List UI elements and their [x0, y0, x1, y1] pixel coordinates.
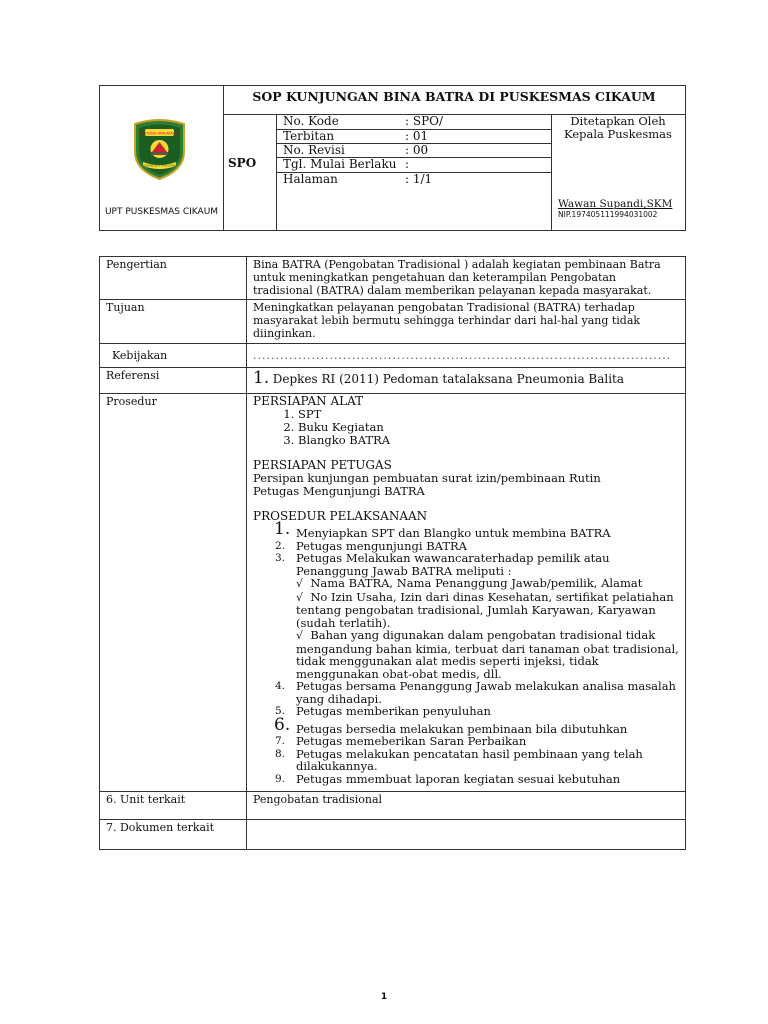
- field-label-tgl: Tgl. Mulai Berlaku: [283, 157, 397, 171]
- text-kebijakan: .............................................................................................: [247, 344, 686, 368]
- petugas-line: Petugas Mengunjungi BATRA: [253, 484, 425, 498]
- section-persiapan-alat: PERSIAPAN ALAT: [253, 394, 364, 408]
- list-steps-continued: [253, 680, 679, 785]
- step-item: 7. Petugas memeberikan Saran Perbaikan: [275, 734, 527, 748]
- list-alat: [253, 408, 679, 447]
- row-referensi: [100, 368, 686, 394]
- step-item: 2. Petugas mengunjungi BATRA: [275, 538, 467, 553]
- step-item: 6. Petugas bersedia melakukan pembinaan bila dibutuhkan: [274, 714, 628, 736]
- row-kebijakan: [100, 344, 686, 368]
- step-item: 1. Menyiapkan SPT dan Blangko untuk membina BATRA: [274, 519, 611, 540]
- section-prosedur-pelaksanaan: PROSEDUR PELAKSANAAN: [253, 509, 428, 523]
- list-item: 1. SPT: [298, 408, 679, 421]
- field-value-kode: : SPO/: [405, 114, 444, 128]
- label-pengertian: Pengertian: [100, 257, 247, 300]
- step-item: 4. Petugas bersama Penanggung Jawab melakukan analisa masalah yang dihadapi.: [275, 679, 676, 706]
- check-icon: √: [296, 577, 304, 590]
- step-item: 9. Petugas mmembuat laporan kegiatan sesuai kebutuhan: [275, 771, 621, 786]
- field-label-kode: No. Kode: [283, 114, 339, 128]
- field-label-halaman: Halaman: [283, 172, 338, 186]
- document-title: SOP KUNJUNGAN BINA BATRA DI PUSKESMAS CIKAUM: [252, 89, 656, 104]
- field-value-tgl: :: [405, 157, 410, 171]
- check-icon: √: [296, 590, 304, 604]
- approval-line2: Kepala Puskesmas: [564, 127, 672, 141]
- puskesmas-logo: [131, 118, 188, 180]
- label-prosedur: Prosedur: [100, 394, 247, 792]
- list-item: 2. Buku Kegiatan: [298, 421, 679, 434]
- field-value-halaman: : 1/1: [405, 172, 433, 186]
- page-number: 1: [380, 992, 388, 1002]
- label-dokumen-terkait: 7. Dokumen terkait: [100, 820, 247, 850]
- row-tujuan: [100, 300, 686, 344]
- step-item: 3. Petugas Melakukan wawancaraterhadap pemilik atau Penanggung Jawab BATRA meliputi :: [275, 551, 610, 578]
- row-unit-terkait: [100, 792, 686, 820]
- referensi-num: 1.: [253, 368, 270, 388]
- label-referensi: Referensi: [100, 368, 247, 394]
- logo-ribbon-text: SUBANG JAYA DAYA KERJA: [142, 164, 177, 168]
- approval-line1: Ditetapkan Oleh: [570, 114, 666, 128]
- sop-header: [99, 85, 686, 231]
- sop-table: [99, 256, 686, 850]
- field-label-revisi: No. Revisi: [283, 143, 345, 157]
- field-value-revisi: : 00: [405, 143, 429, 157]
- spo-label: SPO: [228, 156, 257, 170]
- text-pengertian: Bina BATRA (Pengobatan Tradisional ) adalah kegiatan pembinaan Batra untuk meningkatkan pengetahuan dan keterampilan Pengobatan tradisional (BATRA) dalam memberikan pelayanan kepada masyarakat.: [247, 257, 686, 300]
- check-item: √ Bahan yang digunakan dalam pengobatan tradisional tidak mengandung bahan kimia, terbuat dari tanaman obat tradisional, tidak menggunakan alat medis seperti injeksi, tidak menggunakan obat-obat medis, dll.: [296, 628, 679, 681]
- check-item: √ Nama BATRA, Nama Penanggung Jawab/pemilik, Alamat: [296, 576, 643, 590]
- referensi-text: Depkes RI (2011) Pedoman tatalaksana Pneumonia Balita: [272, 372, 625, 386]
- logo-banner-text: BERTEKAD PANCAKARSA: [139, 131, 180, 136]
- section-persiapan-petugas: PERSIAPAN PETUGAS: [253, 458, 392, 472]
- label-kebijakan: Kebijakan: [100, 344, 247, 368]
- list-item: 3. Blangko BATRA: [298, 434, 679, 447]
- row-dokumen-terkait: [100, 820, 686, 850]
- signer-nip: NIP.197405111994031002: [558, 210, 658, 219]
- signer-name: Wawan Supandi,SKM: [558, 198, 673, 210]
- row-prosedur: [100, 394, 686, 792]
- label-unit-terkait: 6. Unit terkait: [100, 792, 247, 820]
- text-dokumen-terkait: [247, 820, 686, 850]
- cell-referensi: [247, 368, 686, 394]
- check-item: √ No Izin Usaha, Izin dari dinas Kesehatan, sertifikat pelatiahan tentang pengobatan tradisional, Jumlah Karyawan, Karyawan (sudah terlatih).: [296, 589, 674, 630]
- list-steps: [253, 519, 679, 578]
- field-label-terbitan: Terbitan: [283, 129, 335, 143]
- label-tujuan: Tujuan: [100, 300, 247, 344]
- check-icon: √: [296, 629, 304, 642]
- cell-prosedur: [247, 394, 686, 792]
- row-pengertian: [100, 257, 686, 300]
- petugas-line: Persipan kunjungan pembuatan surat izin/pembinaan Rutin: [253, 471, 601, 485]
- institution-name: UPT PUSKESMAS CIKAUM: [104, 207, 219, 217]
- text-unit-terkait: Pengobatan tradisional: [247, 792, 686, 820]
- field-value-terbitan: : 01: [405, 129, 429, 143]
- step-item: 8. Petugas melakukan pencatatan hasil pembinaan yang telah dilakukannya.: [275, 746, 643, 773]
- step-item: 5. Petugas memberikan penyuluhan: [275, 704, 491, 718]
- approval-block: [551, 115, 685, 141]
- text-tujuan: Meningkatkan pelayanan pengobatan Tradisional (BATRA) terhadap masyarakat lebih bermutu sehingga terhindar dari hal-hal yang tidak diinginkan.: [247, 300, 686, 344]
